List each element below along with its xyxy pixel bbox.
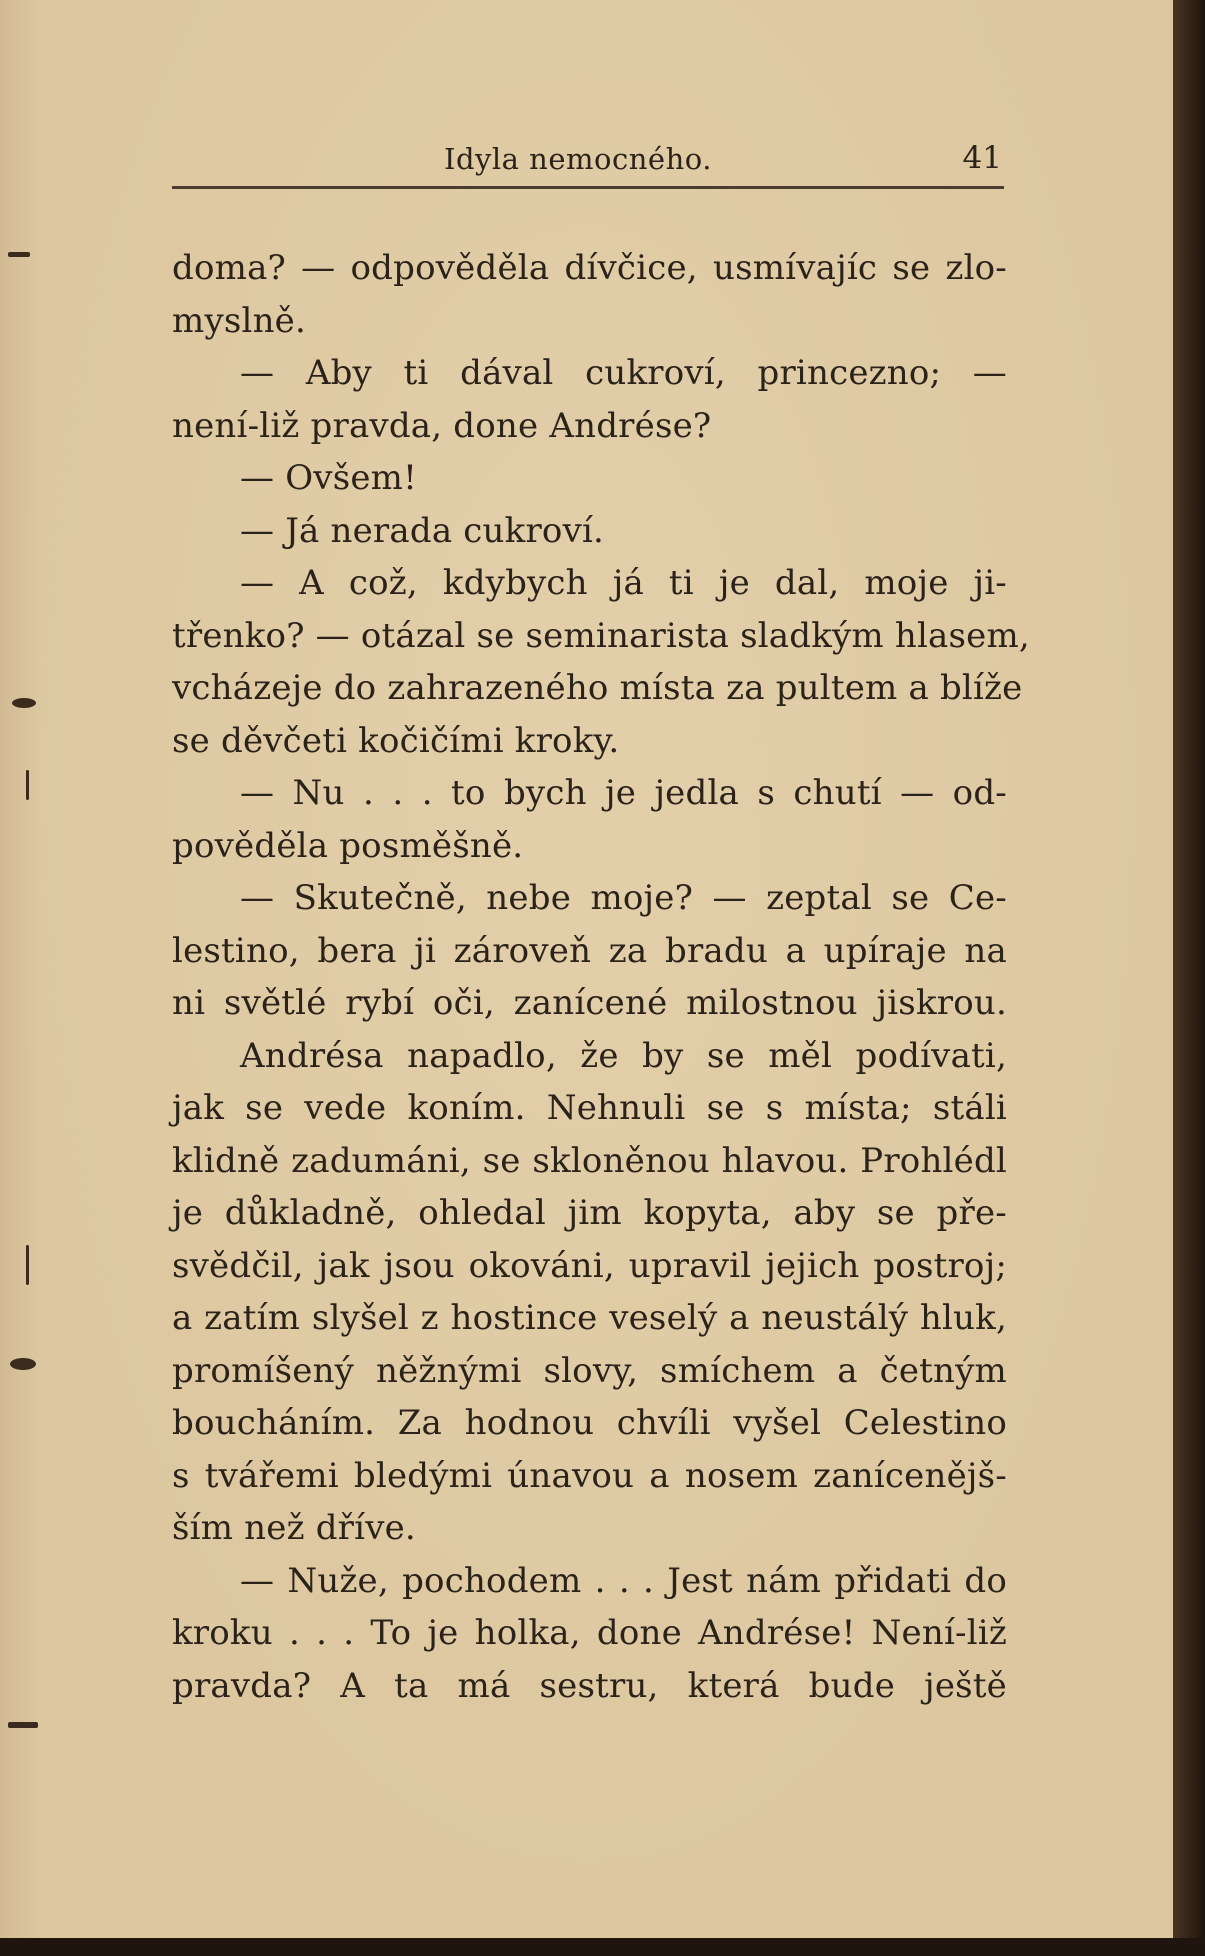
text-line: jak se vede koním. Nehnuli se s místa; stáli — [172, 1088, 1007, 1128]
text-line: pravda? A ta má sestru, která bude ještě — [172, 1665, 1007, 1706]
margin-mark — [8, 1722, 38, 1728]
text-line: svědčil, jak jsou okováni, upravil jejich postroj; — [172, 1245, 1007, 1286]
margin-mark — [26, 1245, 29, 1285]
body-text — [172, 242, 1030, 1712]
text-line: promíšený něžnými slovy, smíchem a četným — [172, 1350, 1007, 1391]
text-line: klidně zadumáni, se skloněnou hlavou. Prohlédl — [172, 1140, 1007, 1181]
running-title: Idyla nemocného. — [444, 142, 712, 176]
text-line: — Ovšem! — [240, 458, 417, 498]
text-line: — Skutečně, nebe moje? — zeptal se Ce- — [240, 878, 1007, 918]
text-line: pověděla posměšně. — [172, 825, 524, 866]
text-line: — Nuže, pochodem . . . Jest nám přidati do — [240, 1560, 1007, 1601]
page-edge-right — [1173, 0, 1205, 1956]
text-line: Andrésa napadlo, že by se měl podívati, — [240, 1035, 1007, 1076]
page-header — [172, 134, 1002, 184]
text-line: — A což, kdybych já ti je dal, moje ji- — [240, 563, 1007, 603]
text-line: kroku . . . To je holka, done Andrése! Není-liž — [172, 1613, 1007, 1653]
margin-mark — [8, 252, 30, 257]
text-line: ším než dříve. — [172, 1508, 416, 1548]
margin-mark — [26, 770, 29, 800]
text-line: ni světlé rybí oči, zanícené milostnou jiskrou. — [172, 983, 1007, 1023]
text-line: se děvčeti kočičími kroky. — [172, 720, 620, 761]
header-rule — [172, 186, 1004, 189]
text-line: není-liž pravda, done Andrése? — [172, 405, 712, 446]
page-edge-bottom — [0, 1938, 1205, 1956]
text-line: lestino, bera ji zároveň za bradu a upíraje na — [172, 930, 1007, 971]
text-line: a zatím slyšel z hostince veselý a neustálý hluk, — [172, 1298, 1007, 1338]
text-line: s tvářemi bledými únavou a nosem zanícenějš- — [172, 1455, 1007, 1496]
text-line: vcházeje do zahrazeného místa za pultem a blíže — [172, 668, 1023, 708]
page-number: 41 — [962, 140, 1002, 176]
margin-mark — [10, 1358, 36, 1370]
text-line: — Aby ti dával cukroví, princezno; — — [240, 353, 1007, 393]
text-line: je důkladně, ohledal jim kopyta, aby se pře- — [172, 1193, 1007, 1233]
text-line: — Já nerada cukroví. — [240, 510, 605, 551]
text-line: — Nu . . . to bych je jedla s chutí — od- — [240, 773, 1007, 813]
text-line: myslně. — [172, 300, 306, 341]
text-line: doma? — odpověděla dívčice, usmívajíc se zlo- — [172, 248, 1007, 288]
text-line: třenko? — otázal se seminarista sladkým hlasem, — [172, 615, 1030, 656]
margin-mark — [12, 698, 36, 708]
text-line: boucháním. Za hodnou chvíli vyšel Celestino — [172, 1403, 1007, 1443]
